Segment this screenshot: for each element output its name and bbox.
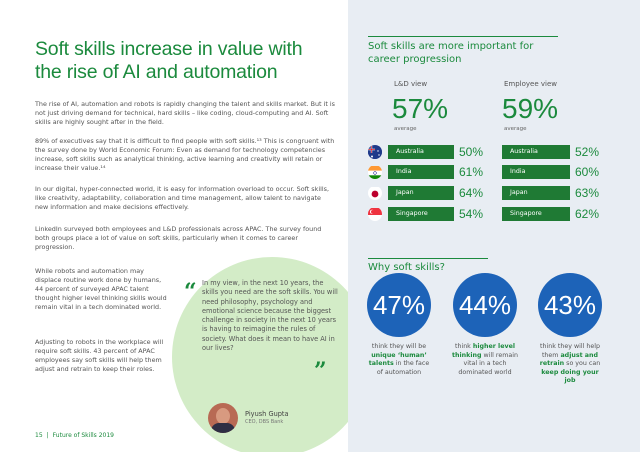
quote-text: In my view, in the next 10 years, the skills you need are the soft skills. You will need philosophy, psychology and emotional science because the biggest challenge in society in the next 10 years is having to reimagine the rules of society. What does it mean to have AI in our lives? [202, 279, 338, 353]
quote-author-name: Piyush Gupta [245, 410, 289, 418]
bar-ld-australia: Australia [388, 145, 454, 159]
ld-view-label: L&D view [394, 80, 428, 88]
bar-employee-india: India [502, 165, 570, 179]
paragraph-3: In our digital, hyper-connected world, it is easy for information overload to occur. Soft skills, like creativity, adaptability, collaboration and time management, allow talent to navigate new information and make decisions effectively. [35, 185, 330, 211]
quote-open-mark: “ [184, 279, 197, 305]
ld-average-value: 57% [392, 93, 449, 124]
stat-caption-44: think higher level thinking will remain vital in a tech dominated world [452, 343, 518, 376]
stat-caption-47: think they will be unique ‘human’ talents in the face of automation [368, 343, 430, 376]
ld-average-label: average [394, 126, 417, 132]
singapore-flag-icon [368, 207, 382, 221]
employee-average-label: average [504, 126, 527, 132]
bar-ld-japan: Japan [388, 186, 454, 200]
quote-close-mark: ” [314, 358, 327, 384]
india-flag-icon [368, 165, 382, 179]
bar-value-employee-japan: 63% [575, 186, 600, 200]
bar-value-employee-india: 60% [575, 165, 600, 179]
paragraph-5: While robots and automation may displace routine work done by humans, 44 percent of surveyed APAC talent thought higher level thinking skills would remain vital in a tech dominated world. [35, 267, 167, 311]
japan-flag-icon [368, 186, 382, 200]
bar-employee-singapore: Singapore [502, 207, 570, 221]
footer-separator: | [46, 432, 49, 439]
bar-value-employee-australia: 52% [575, 145, 600, 159]
paragraph-4: LinkedIn surveyed both employees and L&D professionals across APAC. The survey found both groups place a lot of value on soft skills, particularly when it comes to career progression. [35, 225, 322, 251]
bar-ld-singapore: Singapore [388, 207, 454, 221]
title-line-1: Soft skills increase in value with [35, 38, 303, 60]
bar-value-employee-singapore: 62% [575, 207, 600, 221]
bar-value-ld-india: 61% [459, 165, 484, 179]
stat-circle-47: 47% [367, 273, 431, 337]
stat-caption-43: think they will help them adjust and retrain so you can keep doing your job [539, 343, 601, 385]
bar-value-ld-singapore: 54% [459, 207, 484, 221]
stat-circle-44: 44% [453, 273, 517, 337]
bar-value-ld-japan: 64% [459, 186, 484, 200]
quote-author-role: CEO, DBS Bank [245, 419, 284, 425]
page-number: 15 [35, 432, 43, 439]
paragraph-1: The rise of AI, automation and robots is rapidly changing the talent and skills market. But it is not just driving demand for technical, hard skills – like coding, cloud-computing and AI. Soft skills are highly sought after in the field. [35, 100, 336, 126]
chart-heading: Soft skills are more important for career progression [368, 36, 558, 66]
employee-average-value: 59% [502, 93, 559, 124]
title-line-2: the rise of AI and automation [35, 61, 278, 83]
page-title [35, 38, 335, 84]
bar-ld-india: India [388, 165, 454, 179]
bar-employee-japan: Japan [502, 186, 570, 200]
employee-view-label: Employee view [504, 80, 558, 88]
bar-employee-australia: Australia [502, 145, 570, 159]
page-footer [35, 432, 114, 439]
australia-flag-icon [368, 145, 382, 159]
paragraph-6: Adjusting to robots in the workplace will require soft skills. 43 percent of APAC employees say soft skills will help them adjust and retrain to keep their roles. [35, 338, 164, 373]
avatar [208, 403, 238, 433]
paragraph-2: 89% of executives say that it is difficult to find people with soft skills.¹³ This is congruent with the survey done by World Economic Forum: Even as demand for technology competencies increase, soft skills such as analytical thinking, active learning and creativity will retain or increase their value.¹⁴ [35, 137, 335, 172]
stat-circle-43: 43% [538, 273, 602, 337]
footer-doc-title: Future of Skills 2019 [52, 432, 114, 439]
why-soft-skills-heading: Why soft skills? [368, 258, 488, 273]
bar-value-ld-australia: 50% [459, 145, 484, 159]
